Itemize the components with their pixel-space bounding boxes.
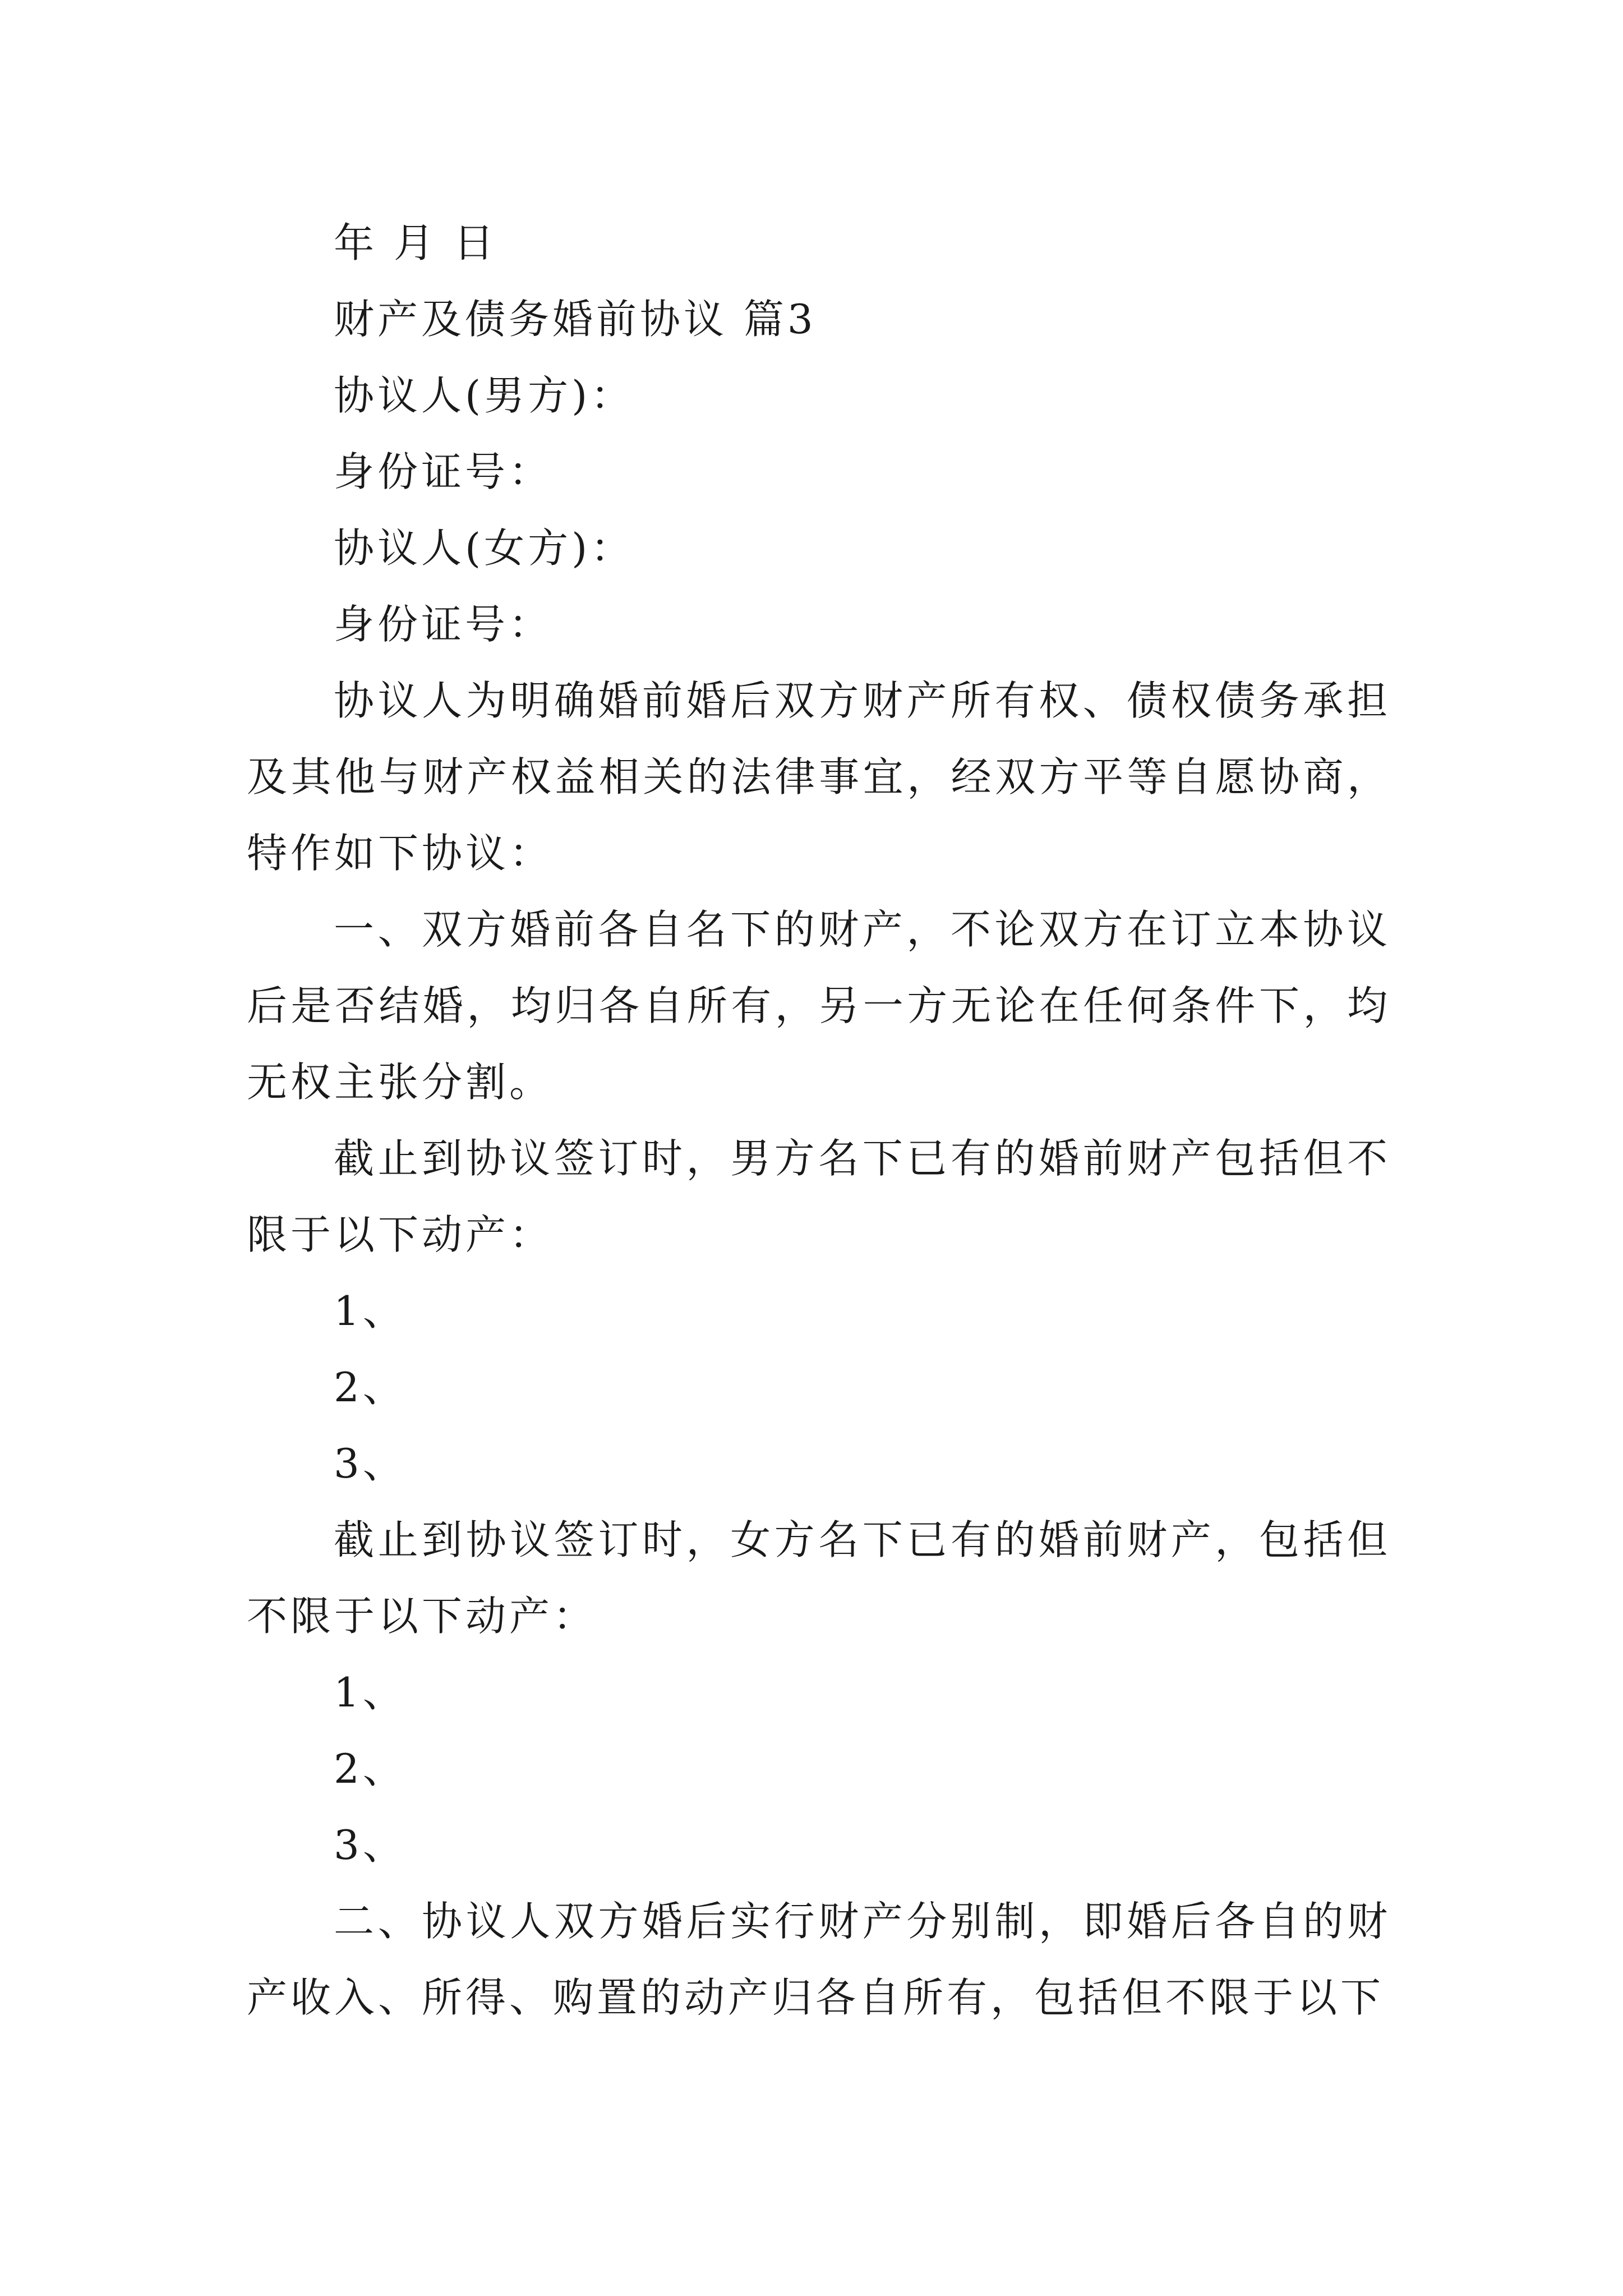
male-assets-intro: 截止到协议签订时，男方名下已有的婚前财产包括但不限于以下动产： — [247, 1135, 1391, 1258]
male-asset-item: 3、 — [334, 1440, 407, 1487]
male-asset-item: 1、 — [334, 1287, 407, 1335]
date-line: 年 月 日 — [334, 219, 497, 266]
clause-two-paragraph: 二、协议人双方婚后实行财产分别制，即婚后各自的财产收入、所得、购置的动产归各自所有，包括但不限于以下 — [247, 1898, 1391, 2021]
party-female-label: 协议人(女方)： — [334, 524, 635, 572]
male-asset-item: 2、 — [334, 1364, 407, 1411]
female-asset-item: 2、 — [334, 1745, 407, 1792]
female-asset-item: 1、 — [334, 1669, 407, 1716]
female-asset-item: 3、 — [334, 1821, 407, 1869]
female-assets-intro: 截止到协议签订时，女方名下已有的婚前财产，包括但不限于以下动产： — [247, 1516, 1391, 1640]
id-number-label-male: 身份证号： — [334, 448, 553, 495]
party-male-label: 协议人(男方)： — [334, 372, 635, 419]
clause-one-paragraph: 一、双方婚前各自名下的财产，不论双方在订立本协议后是否结婚，均归各自所有，另一方无论在任何条件下，均无权主张分割。 — [247, 906, 1391, 1106]
preamble-paragraph: 协议人为明确婚前婚后双方财产所有权、债权债务承担及其他与财产权益相关的法律事宜，经双方平等自愿协商，特作如下协议： — [247, 677, 1391, 877]
document-title: 财产及债务婚前协议 篇3 — [334, 296, 817, 343]
document-body — [247, 205, 1391, 2036]
id-number-label-female: 身份证号： — [334, 601, 553, 648]
